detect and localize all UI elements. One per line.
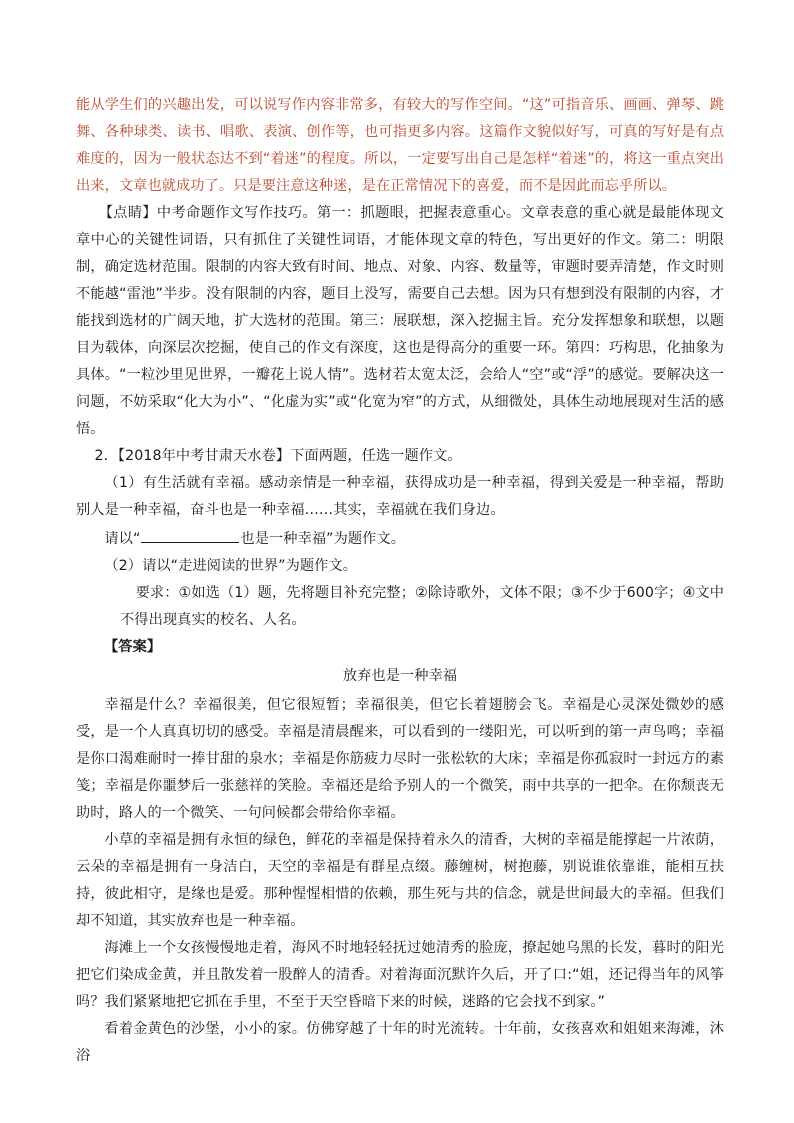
- title-suffix: 也是一种幸福”为题作文。: [240, 531, 406, 547]
- answer-label: 【答案】: [104, 639, 162, 655]
- essay-paragraph: 幸福是什么？幸福很美，但它很短暂；幸福很美，但它长着翅膀会飞。幸福是心灵深处微妙的感受，是一个人真真切切的感受。幸福是清晨醒来，可以看到的一缕阳光，可以听到的第一声鸟鸣；幸福是你口渴难耐时一捧甘甜的泉水；幸福是你筋疲力尽时一张松软的大床；幸福是你孤寂时一封远方的素笺；幸福是你噩梦后一张慈祥的笑脸。幸福还是给予别人的一个微笑，雨中共享的一把伞。在你颓丧无助时，路人的一个微笑、一句问候都会带给你幸福。: [76, 697, 724, 821]
- question-option-1-title: [76, 524, 724, 553]
- question-heading: [76, 443, 724, 470]
- essay-paragraph: 小草的幸福是拥有永恒的绿色，鲜花的幸福是保持着永久的清香，大树的幸福是能撑起一片浓荫，云朵的幸福是拥有一身洁白，天空的幸福是有群星点缀。藤缠树，树抱藤，别说谁依靠谁，能相互扶持，彼此相守，是缘也是爱。那种惺惺相惜的依赖，那生死与共的信念，就是世间最大的幸福。但我们却不知道，其实放弃也是一种幸福。: [76, 832, 724, 929]
- title-prefix: 请以“: [104, 531, 141, 547]
- dianjing-label: 【点睛】: [98, 205, 157, 221]
- dianjing-paragraph: [76, 200, 724, 443]
- question-prompt: 下面两题，任选一题作文。: [290, 448, 462, 464]
- dianjing-text: 中考命题作文写作技巧。第一：抓题眼，把握表意重心。文章表意的重心就是最能体现文章中心的关键性词语，只有抓住了关键性词语，才能体现文章的特色，写出更好的作文。第二：明限制，确定选材范围。限制的内容大致有时间、地点、对象、内容、数量等，审题时要弄清楚，作文时则不能越“雷池”半步。没有限制的内容，题目上没写，需要自己去想。因为只有想到没有限制的内容，才能找到选材的广阔天地，扩大选材的范围。第三：展联想，深入挖掘主旨。充分发挥想象和联想，以题目为载体，向深层次挖掘，使自己的作文有深度，这也是得高分的重要一环。第四：巧构思，化抽象为具体。“一粒沙里见世界，一瓣花上说人情”。选材若太宽太泛，会给人“空”或“浮”的感觉。要解决这一问题，不妨采取“化大为小”、“化虚为实”或“化宽为窄”的方式，从细微处，具体生动地展现对生活的感悟。: [76, 205, 725, 437]
- question-option-2: （2）请以“走进阅读的世界”为题作文。: [104, 558, 358, 574]
- question-source: 【2018年中考甘肃天水卷】: [117, 448, 291, 464]
- fill-in-blank: [141, 524, 239, 543]
- essay-title: 放弃也是一种幸福: [342, 668, 458, 684]
- analysis-paragraph: 能从学生们的兴趣出发，可以说写作内容非常多，有较大的写作空间。“这”可指音乐、画画、弹琴、跳舞、各种球类、读书、唱歌、表演、创作等，也可指更多内容。这篇作文貌似好写，可真的写好是有点难度的，因为一般状态达不到“着迷”的程度。所以，一定要写出自己是怎样“着迷”的，将这一重点突出出来，文章也就成功了。只是要注意这种迷，是在正常情况下的喜爱，而不是因此而忘乎所以。: [76, 97, 724, 194]
- question-option-1: （1）有生活就有幸福。感动亲情是一种幸福，获得成功是一种幸福，得到关爱是一种幸福，帮助别人是一种幸福，奋斗也是一种幸福……其实，幸福就在我们身边。: [76, 475, 724, 518]
- essay-paragraph: 看着金黄色的沙堡，小小的家。仿佛穿越了十年的时光流转。十年前，女孩喜欢和姐姐来海滩，沐浴: [76, 1021, 724, 1064]
- question-number: 2．: [94, 448, 118, 464]
- essay-paragraph: 海滩上一个女孩慢慢地走着，海风不时地轻轻抚过她清秀的脸庞，撩起她乌黑的长发，暮时的阳光把它们染成金黄，并且散发着一股醉人的清香。对着海面沉默许久后，开了口:“姐，还记得当年的风筝吗？我们紧紧地把它抓在手里，不至于天空昏暗下来的时候，迷路的它会找不到家。”: [76, 940, 724, 1010]
- document-body: [76, 92, 724, 1070]
- question-requirement: 要求：①如选（1）题，先将题目补充完整；②除诗歌外，文体不限；③不少于600字；④文中不得出现真实的校名、人名。: [120, 585, 724, 628]
